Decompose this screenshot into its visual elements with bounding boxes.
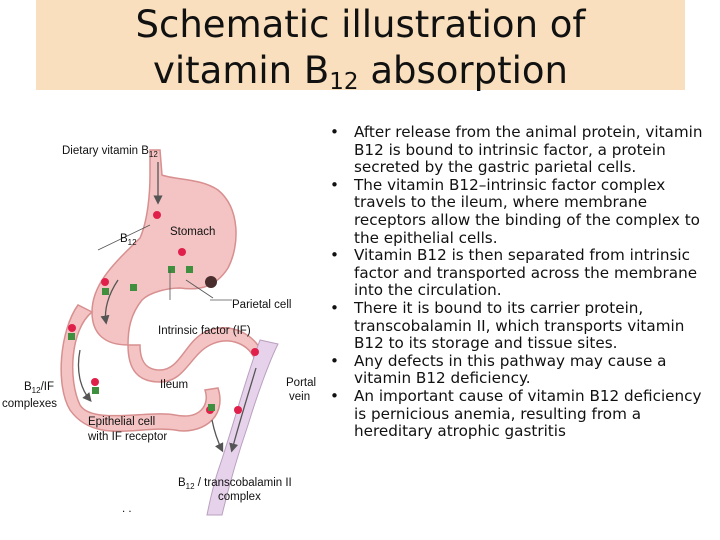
label-intrinsic-factor: Intrinsic factor (IF) [158,325,251,337]
bullet-text: An important cause of vitamin B12 deficiency is pernicious anemia, resulting from a hereditary atrophic gastritis [354,386,702,441]
bullet-mark: • [330,351,339,370]
title-subscript: 12 [329,69,359,95]
bullet-mark: • [330,298,339,317]
title-line-1: Schematic illustration of [135,3,586,46]
bullet-mark: • [330,386,339,405]
label-b12-if: $B_{12}/IF$ [24,381,54,395]
label-epithelial-cell: Epithelial cell [88,416,156,428]
bullet-item [320,353,715,388]
if-square [102,288,109,295]
b12-dot [91,378,99,386]
b12-dot [101,278,109,286]
b12-dot [68,324,76,332]
parietal-cell [205,276,217,288]
stomach-shape [92,150,236,345]
bullet-item [320,247,715,300]
bullet-mark: • [330,246,339,265]
arrow-ileum [78,350,90,400]
bullet-item [320,177,715,247]
title-line-2-text: vitamin B [153,49,330,92]
bullet-item [320,300,715,353]
bullet-mark: • [330,175,339,194]
label-stomach: Stomach [170,226,216,238]
label-tc-complex-line2: complex [218,491,261,503]
arrow-complex [212,420,222,450]
b12-absorption-figure [0,120,330,520]
if-square [186,266,193,273]
label-tc-complex: $B_{12}$ / transcobalamin II [178,477,292,491]
b12-dot [234,406,242,414]
bullet-text: After release from the animal protein, vitamin B12 is bound to intrinsic factor, a protein secreted by the gastric parietal cells. [354,123,703,177]
bullet-text: Any defects in this pathway may cause a vitamin B12 deficiency. [354,351,667,388]
label-vein: vein [289,391,311,403]
bullet-text: The vitamin B12–intrinsic factor complex travels to the ileum, where membrane receptors allow the binding of the complex to the epithelial cells. [354,175,700,247]
label-complexes: complexes [2,398,57,410]
label-ileum: Ileum [160,379,189,391]
slide-title [36,2,685,94]
if-square [92,387,99,394]
if-square [68,333,75,340]
bullet-text: There it is bound to its carrier protein, transcobalamin II, which transports vitamin B12 to its storage and tissue sites. [354,298,685,353]
bullet-text: Vitamin B12 is then separated from intrinsic factor and transported across the membrane into the circulation. [354,246,698,300]
bullet-list [320,124,715,441]
b12-dot [251,348,259,356]
b12-dot [153,211,161,219]
bullet-mark: • [330,123,339,141]
bullet-item [320,388,715,441]
label-parietal-cell: Parietal cell [232,299,292,311]
label-with-if-receptor: with IF receptor [88,431,168,443]
label-portal: Portal [286,377,317,389]
title-line-2 [36,48,685,94]
b12-dot [178,248,186,256]
if-square [208,404,215,411]
title-line-2-end: absorption [358,49,568,92]
if-square [168,266,175,273]
label-b12: $B_{12}$ [120,233,137,247]
label-dietary-b12: Dietary vitamin $B_{12}$ [62,145,158,159]
if-square [130,284,137,291]
figure-footnote: . . [122,503,132,515]
bullet-item [320,124,715,177]
